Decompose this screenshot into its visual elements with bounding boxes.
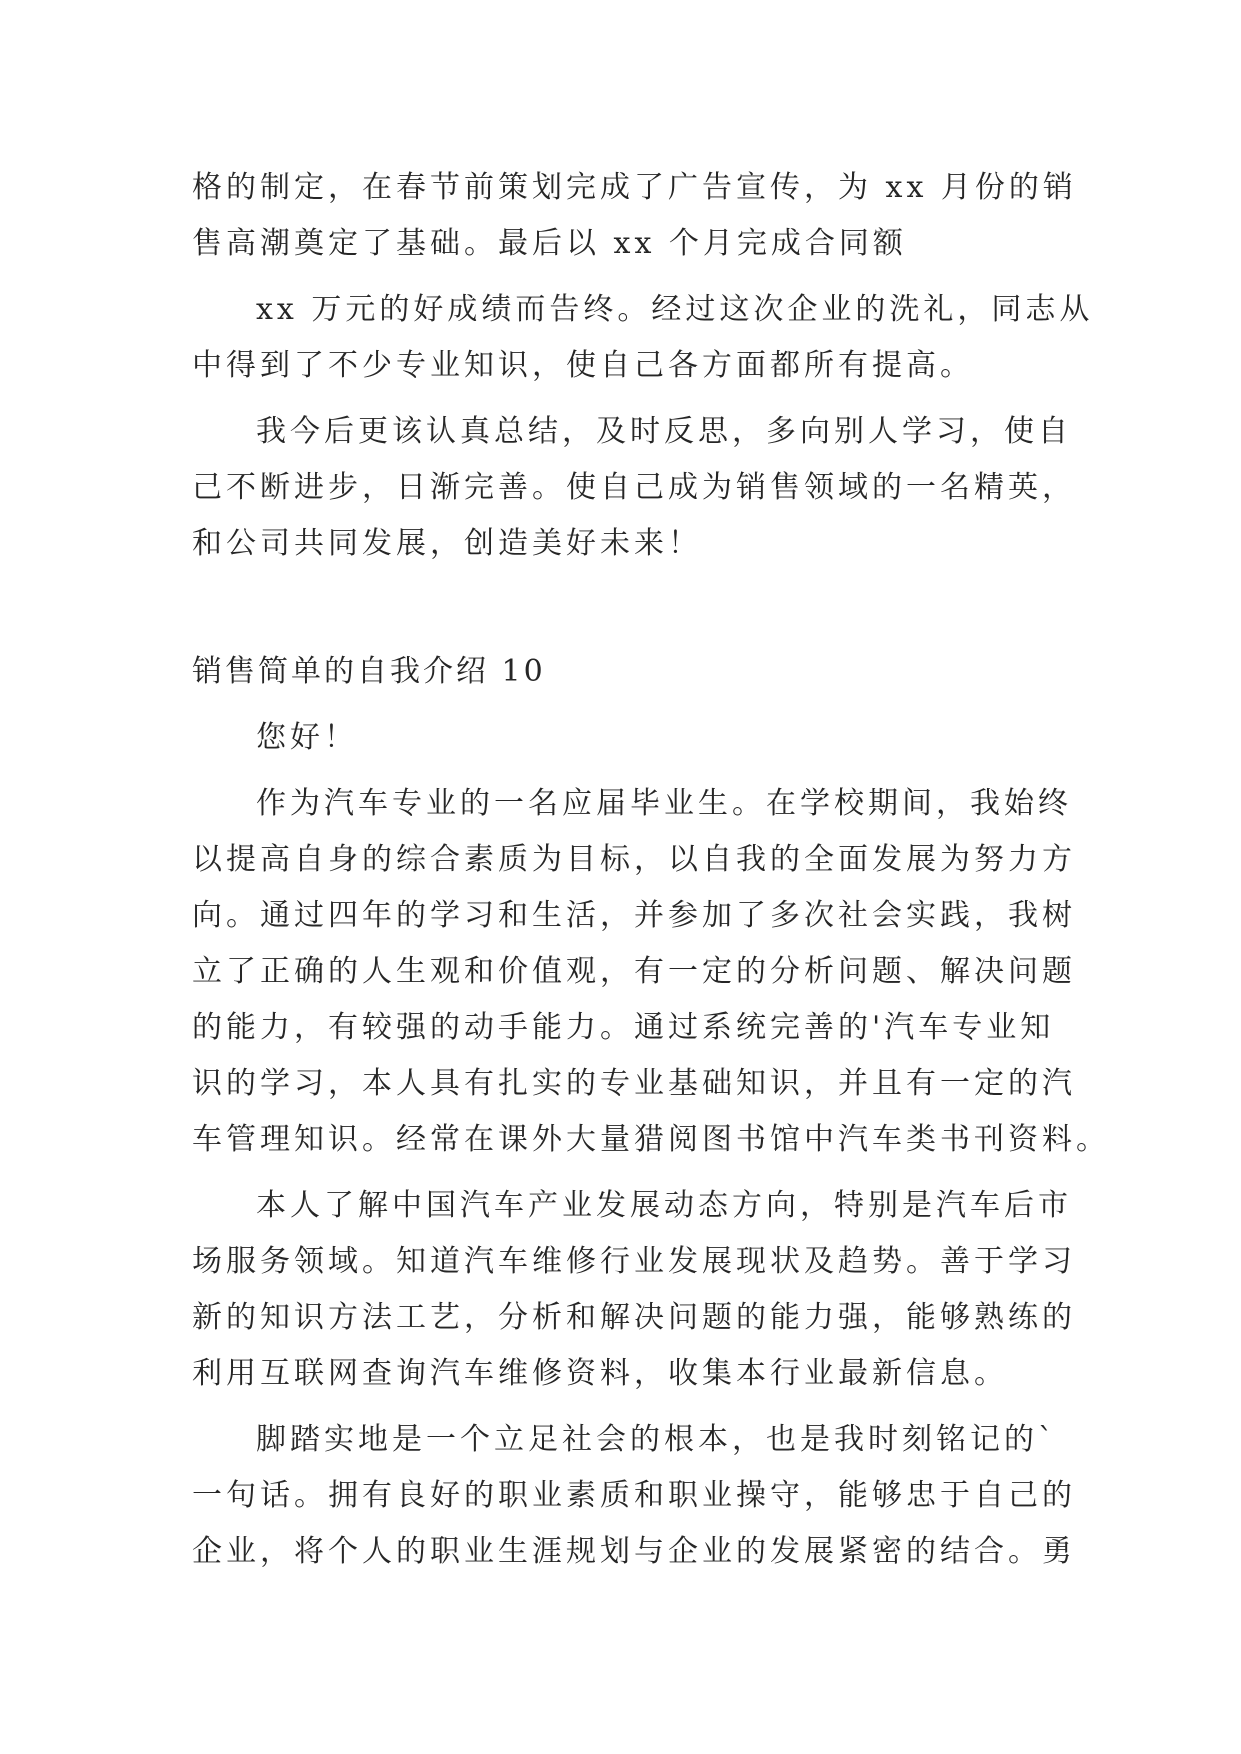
section-paragraph-1 [192, 776, 1110, 1168]
text-line: 一句话。拥有良好的职业素质和职业操守，能够忠于自己的 [192, 1478, 1076, 1513]
section-paragraph-2 [192, 1178, 1076, 1402]
section-paragraph-3 [192, 1412, 1076, 1580]
text-line: 售高潮奠定了基础。最后以 xx 个月完成合同额 [192, 226, 907, 261]
text-line: 己不断进步，日渐完善。使自己成为销售领域的一名精英， [192, 470, 1076, 505]
text-line: 脚踏实地是一个立足社会的根本，也是我时刻铭记的` [256, 1422, 1057, 1457]
text-line: 中得到了不少专业知识，使自己各方面都所有提高。 [192, 348, 974, 383]
text-line: 向。通过四年的学习和生活，并参加了多次社会实践，我树 [192, 898, 1076, 933]
text-line: 和公司共同发展，创造美好未来！ [192, 526, 702, 561]
paragraph-3 [192, 404, 1076, 572]
text-line: xx 万元的好成绩而告终。经过这次企业的洗礼，同志从 [256, 292, 1094, 327]
text-line: 车管理知识。经常在课外大量猎阅图书馆中汽车类书刊资料。 [192, 1122, 1110, 1157]
text-line: 利用互联网查询汽车维修资料，收集本行业最新信息。 [192, 1356, 1008, 1391]
text-line: 立了正确的人生观和价值观，有一定的分析问题、解决问题 [192, 954, 1076, 989]
text-line: 以提高自身的综合素质为目标，以自我的全面发展为努力方 [192, 842, 1076, 877]
text-line: 识的学习，本人具有扎实的专业基础知识，并且有一定的汽 [192, 1066, 1076, 1101]
greeting: 您好！ [256, 720, 358, 755]
paragraph-1 [192, 160, 1077, 272]
text-line: 企业，将个人的职业生涯规划与企业的发展紧密的结合。勇 [192, 1534, 1076, 1569]
text-line: 我今后更该认真总结，及时反思，多向别人学习，使自 [256, 414, 1072, 449]
text-line: 本人了解中国汽车产业发展动态方向，特别是汽车后市 [256, 1188, 1072, 1223]
text-line: 作为汽车专业的一名应届毕业生。在学校期间，我始终 [256, 786, 1072, 821]
text-line: 的能力，有较强的动手能力。通过系统完善的'汽车专业知 [192, 1010, 1055, 1045]
text-line: 场服务领域。知道汽车维修行业发展现状及趋势。善于学习 [192, 1244, 1076, 1279]
section-heading: 销售简单的自我介绍 10 [192, 654, 546, 689]
text-line: 格的制定，在春节前策划完成了广告宣传，为 xx 月份的销 [192, 170, 1077, 205]
text-line: 新的知识方法工艺，分析和解决问题的能力强，能够熟练的 [192, 1300, 1076, 1335]
paragraph-2 [192, 282, 1094, 394]
document-body [192, 160, 1110, 1580]
